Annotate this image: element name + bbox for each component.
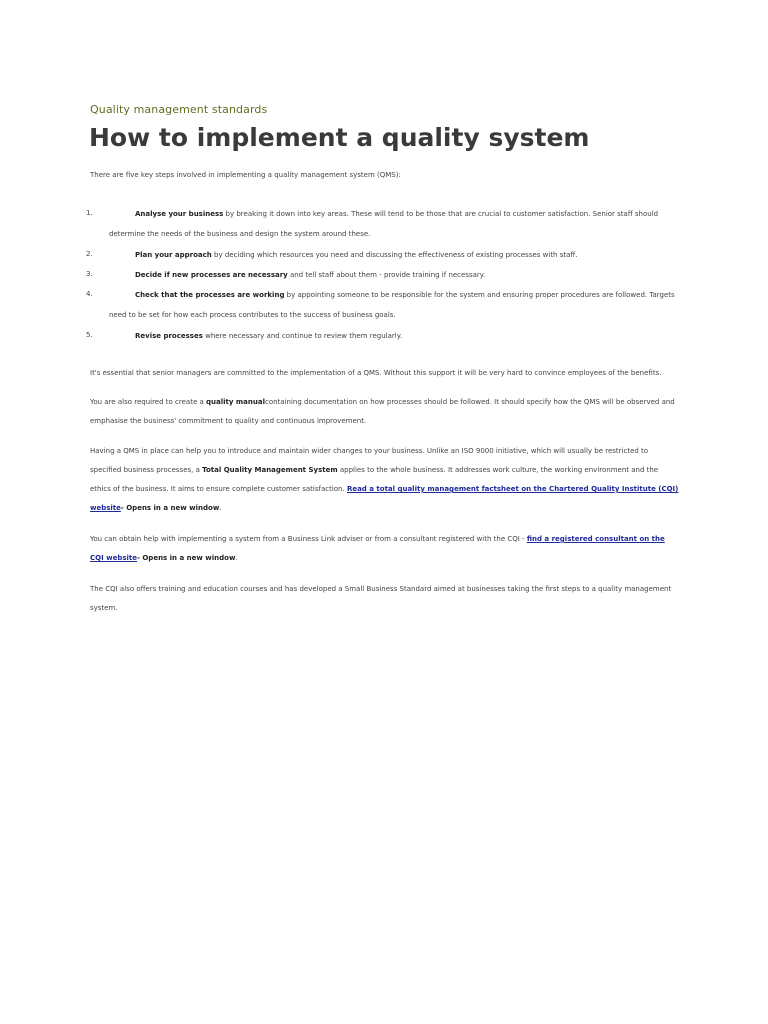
text-run: containing documentation on how processes should be followed. It should specify how the QMS will be observed and emphasise the business' commitment to quality and continuous improvement. (90, 398, 675, 425)
text-run: You are also required to create a (90, 398, 206, 406)
bold-term: Total Quality Management System (202, 466, 338, 474)
step-body: where necessary and continue to review them regularly. (202, 332, 403, 340)
step-body: and tell staff about them - provide training if necessary. (287, 271, 486, 279)
new-window-note: - Opens in a new window (137, 554, 236, 562)
step-heading: Decide if new processes are necessary (135, 271, 288, 279)
step-number: 4. (86, 290, 93, 298)
bold-term: quality manual (206, 398, 265, 406)
registered-consultant-link[interactable]: find a registered consultant on the CQI website (90, 535, 665, 562)
paragraph-cqi-training: The CQI also offers training and education courses and has developed a Small Business Standard aimed at businesses taking the first steps to a quality management system. (90, 585, 672, 612)
list-item (109, 265, 679, 285)
step-body: by appointing someone to be responsible for the system and ensuring proper procedures are followed. Targets need to be set for how each process contributes to the success of business goals. (109, 291, 675, 319)
list-item (109, 285, 679, 325)
list-item (109, 204, 679, 244)
text-run: . (219, 504, 222, 512)
step-heading: Analyse your business (135, 210, 224, 218)
page-title: How to implement a quality system (89, 123, 590, 152)
step-heading: Check that the processes are working (135, 291, 285, 299)
step-number: 1. (86, 209, 93, 217)
tqm-factsheet-link[interactable]: Read a total quality management factsheet on the Chartered Quality Institute (CQI) website (90, 485, 679, 512)
list-item (109, 326, 679, 346)
text-run: Having a QMS in place can help you to introduce and maintain wider changes to your business. Unlike an ISO 9000 initiative, which will usually be restricted to specified business processes, a (90, 447, 649, 474)
text-run: . (235, 554, 238, 562)
step-number: 2. (86, 250, 93, 258)
step-body: by deciding which resources you need and discussing the effectiveness of existing processes with staff. (211, 251, 578, 259)
paragraph-help (90, 530, 680, 568)
paragraph-quality-manual (90, 393, 680, 431)
step-heading: Revise processes (135, 332, 203, 340)
step-heading: Plan your approach (135, 251, 212, 259)
intro-text: There are five key steps involved in implementing a quality management system (QMS): (90, 171, 401, 179)
text-run: You can obtain help with implementing a system from a Business Link adviser or from a consultant registered with the CQI - (90, 535, 527, 543)
step-number: 5. (86, 331, 93, 339)
new-window-note: - Opens in a new window (120, 504, 220, 512)
section-kicker: Quality management standards (90, 103, 268, 116)
paragraph-commitment: It's essential that senior managers are committed to the implementation of a QMS. Without this support it will be very hard to convince employees of the benefits. (90, 369, 662, 377)
text-run: applies to the whole business. It addresses work culture, the working environment and the ethics of the business. It aims to ensure complete customer satisfaction. (90, 466, 659, 493)
step-body: by breaking it down into key areas. These will tend to be those that are crucial to customer satisfaction. Senior staff should determine the needs of the business and design the system around these. (109, 210, 659, 238)
step-number: 3. (86, 270, 93, 278)
paragraph-tqm (90, 442, 680, 518)
list-item (109, 245, 679, 265)
